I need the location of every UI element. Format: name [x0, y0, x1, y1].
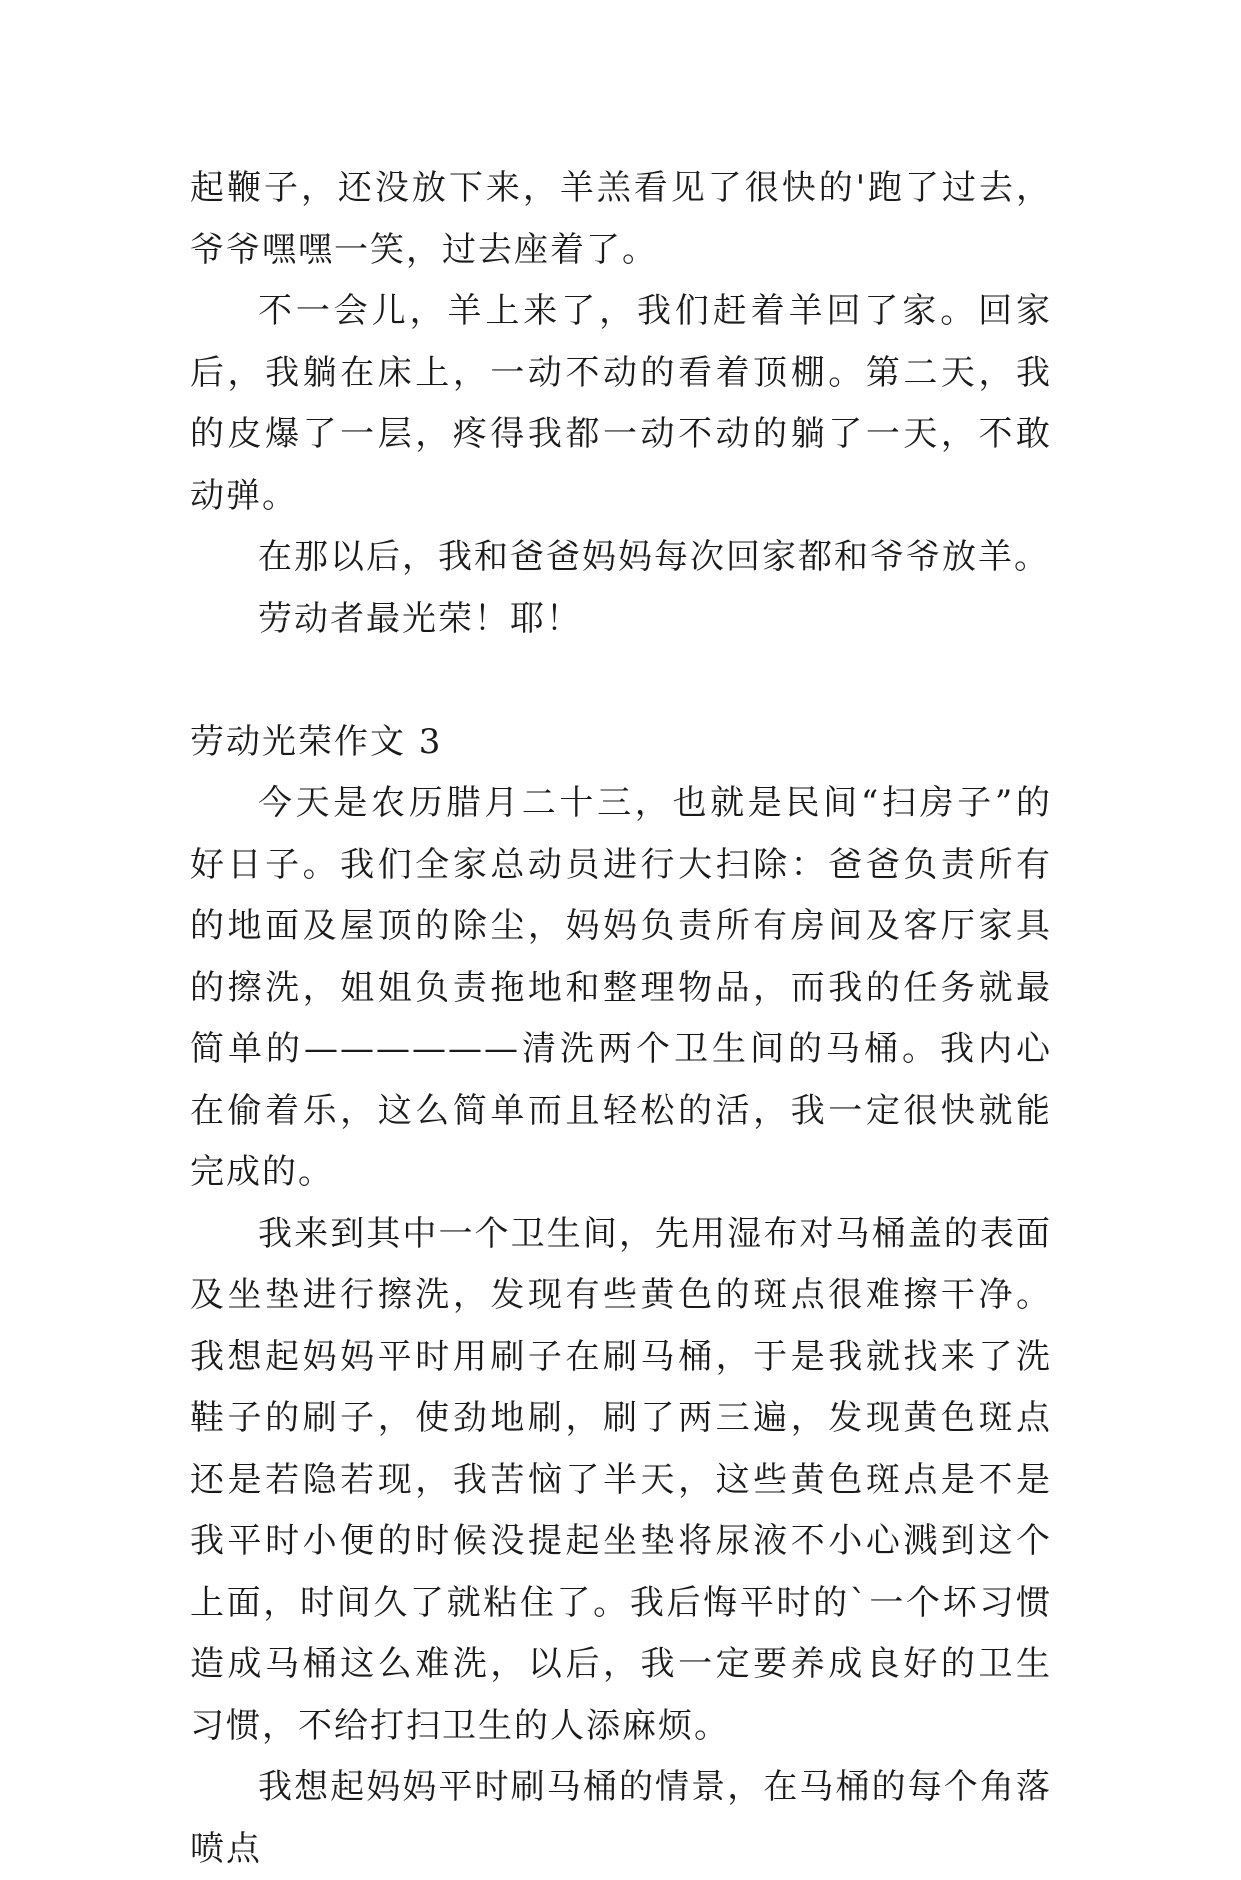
paragraph-continued: 起鞭子，还没放下来，羊羔看见了很快的'跑了过去，爷爷嘿嘿一笑，过去座着了。	[190, 168, 1052, 270]
section-title: 劳动光荣作文 3	[190, 721, 443, 762]
document-body	[190, 158, 1052, 1880]
paragraph: 今天是农历腊月二十三，也就是民间“扫房子”的好日子。我们全家总动员进行大扫除：爸爸负责所有的地面及屋顶的除尘，妈妈负责所有房间及客厅家具的擦洗，姐姐负责拖地和整理物品，而我的任务就最简单的——————清洗两个卫生间的马桶。我内心在偷着乐，这么简单而且轻松的活，我一定很快就能完成的。	[190, 783, 1052, 1192]
paragraph: 我想起妈妈平时刷马桶的情景，在马桶的每个角落喷点	[190, 1767, 1052, 1869]
paragraph: 不一会儿，羊上来了，我们赶着羊回了家。回家后，我躺在床上，一动不动的看着顶棚。第二天，我的皮爆了一层，疼得我都一动不动的躺了一天，不敢动弹。	[190, 291, 1052, 516]
paragraph: 劳动者最光荣！耶！	[258, 598, 582, 639]
paragraph: 在那以后，我和爸爸妈妈每次回家都和爷爷放羊。	[258, 537, 1050, 577]
paragraph: 我来到其中一个卫生间，先用湿布对马桶盖的表面及坐垫进行擦洗，发现有些黄色的斑点很难擦干净。我想起妈妈平时用刷子在刷马桶，于是我就找来了洗鞋子的刷子，使劲地刷，刷了两三遍，发现黄色斑点还是若隐若现，我苦恼了半天，这些黄色斑点是不是我平时小便的时候没提起坐垫将尿液不小心溅到这个上面，时间久了就粘住了。我后悔平时的`一个坏习惯造成马桶这么难洗，以后，我一定要养成良好的卫生习惯，不给打扫卫生的人添麻烦。	[190, 1213, 1052, 1746]
